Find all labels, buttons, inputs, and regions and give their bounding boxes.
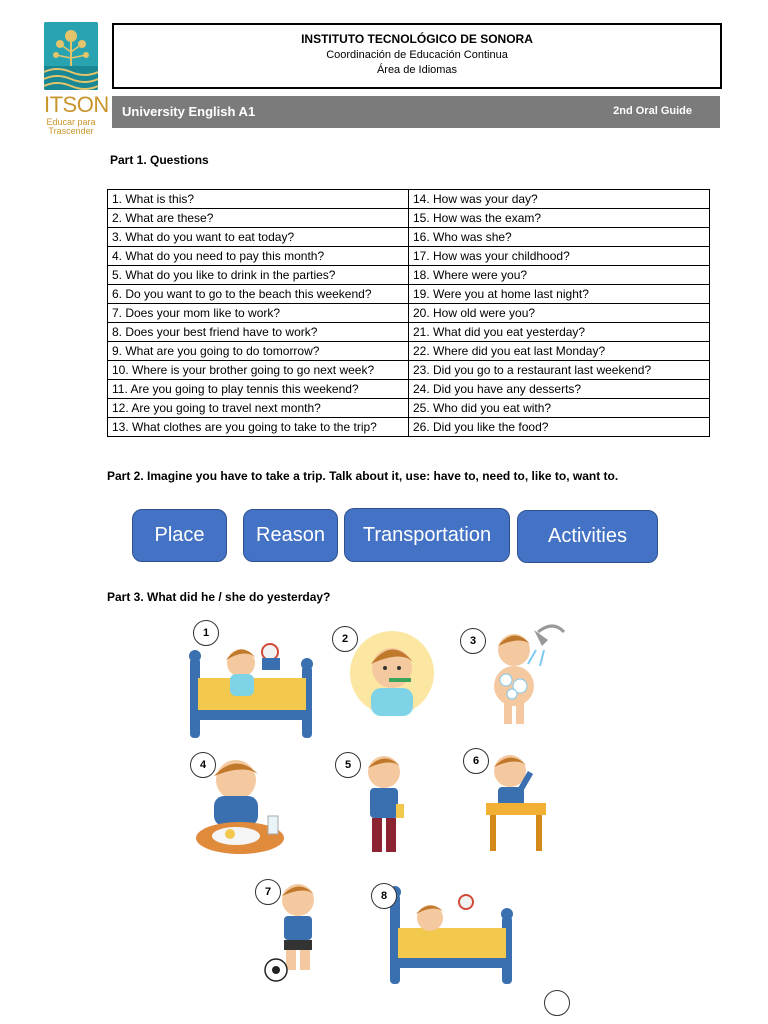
question-left: 10. Where is your brother going to go next week? bbox=[108, 361, 409, 380]
question-right: 14. How was your day? bbox=[409, 190, 710, 209]
question-left: 9. What are you going to do tomorrow? bbox=[108, 342, 409, 361]
question-left: 12. Are you going to travel next month? bbox=[108, 399, 409, 418]
department-line: Coordinación de Educación Continua bbox=[326, 49, 508, 61]
picture-boy-going-to-school bbox=[360, 752, 408, 858]
question-right: 22. Where did you eat last Monday? bbox=[409, 342, 710, 361]
question-row bbox=[108, 285, 710, 304]
activities-button[interactable]: Activities bbox=[517, 510, 658, 563]
course-name: University English A1 bbox=[122, 104, 256, 119]
picture-number-4: 4 bbox=[190, 752, 216, 778]
question-row bbox=[108, 190, 710, 209]
question-row bbox=[108, 228, 710, 247]
picture-number-5: 5 bbox=[335, 752, 361, 778]
picture-number-6: 6 bbox=[463, 748, 489, 774]
question-left: 13. What clothes are you going to take to the trip? bbox=[108, 418, 409, 437]
part1-heading: Part 1. Questions bbox=[110, 153, 209, 167]
picture-number-9-partial bbox=[544, 990, 570, 1016]
question-left: 6. Do you want to go to the beach this weekend? bbox=[108, 285, 409, 304]
question-left: 2. What are these? bbox=[108, 209, 409, 228]
question-right: 19. Were you at home last night? bbox=[409, 285, 710, 304]
logo-tagline-1: Educar para bbox=[46, 117, 96, 127]
reason-button[interactable]: Reason bbox=[243, 509, 338, 562]
question-left: 1. What is this? bbox=[108, 190, 409, 209]
picture-boy-showering bbox=[478, 620, 568, 730]
question-right: 25. Who did you eat with? bbox=[409, 399, 710, 418]
guide-name: 2nd Oral Guide bbox=[613, 105, 692, 117]
question-row bbox=[108, 361, 710, 380]
part2-heading: Part 2. Imagine you have to take a trip. Talk about it, use: have to, need to, like to, want to. bbox=[107, 469, 619, 483]
question-right: 24. Did you have any desserts? bbox=[409, 380, 710, 399]
question-row bbox=[108, 399, 710, 418]
question-row bbox=[108, 342, 710, 361]
question-right: 21. What did you eat yesterday? bbox=[409, 323, 710, 342]
question-right: 23. Did you go to a restaurant last weekend? bbox=[409, 361, 710, 380]
picture-number-7: 7 bbox=[255, 879, 281, 905]
header-box bbox=[112, 23, 722, 89]
picture-number-1: 1 bbox=[193, 620, 219, 646]
picture-number-8: 8 bbox=[371, 883, 397, 909]
question-right: 26. Did you like the food? bbox=[409, 418, 710, 437]
picture-boy-at-school-desk bbox=[484, 745, 554, 855]
question-row bbox=[108, 323, 710, 342]
question-right: 17. How was your childhood? bbox=[409, 247, 710, 266]
question-left: 7. Does your mom like to work? bbox=[108, 304, 409, 323]
question-row bbox=[108, 209, 710, 228]
questions-table bbox=[107, 189, 710, 437]
transportation-button[interactable]: Transportation bbox=[344, 508, 510, 562]
picture-boy-going-to-bed bbox=[386, 880, 516, 988]
question-row bbox=[108, 418, 710, 437]
place-button[interactable]: Place bbox=[132, 509, 227, 562]
picture-number-2: 2 bbox=[332, 626, 358, 652]
question-left: 5. What do you like to drink in the parties? bbox=[108, 266, 409, 285]
part3-heading: Part 3. What did he / she do yesterday? bbox=[107, 590, 331, 604]
picture-number-3: 3 bbox=[460, 628, 486, 654]
picture-boy-brushing-teeth bbox=[345, 628, 440, 718]
course-bar bbox=[112, 96, 720, 128]
question-right: 18. Where were you? bbox=[409, 266, 710, 285]
question-left: 8. Does your best friend have to work? bbox=[108, 323, 409, 342]
question-left: 11. Are you going to play tennis this weekend? bbox=[108, 380, 409, 399]
logo-emblem bbox=[44, 22, 98, 90]
question-left: 3. What do you want to eat today? bbox=[108, 228, 409, 247]
question-right: 15. How was the exam? bbox=[409, 209, 710, 228]
logo-tagline-2: Trascender bbox=[48, 126, 94, 136]
question-left: 4. What do you need to pay this month? bbox=[108, 247, 409, 266]
itson-logo bbox=[44, 22, 109, 136]
question-row bbox=[108, 304, 710, 323]
logo-wordmark: ITSON bbox=[44, 92, 109, 117]
question-row bbox=[108, 247, 710, 266]
question-row bbox=[108, 266, 710, 285]
question-row bbox=[108, 380, 710, 399]
area-line: Área de Idiomas bbox=[376, 64, 458, 76]
question-right: 16. Who was she? bbox=[409, 228, 710, 247]
institution-title: INSTITUTO TECNOLÓGICO DE SONORA bbox=[301, 32, 533, 46]
question-right: 20. How old were you? bbox=[409, 304, 710, 323]
